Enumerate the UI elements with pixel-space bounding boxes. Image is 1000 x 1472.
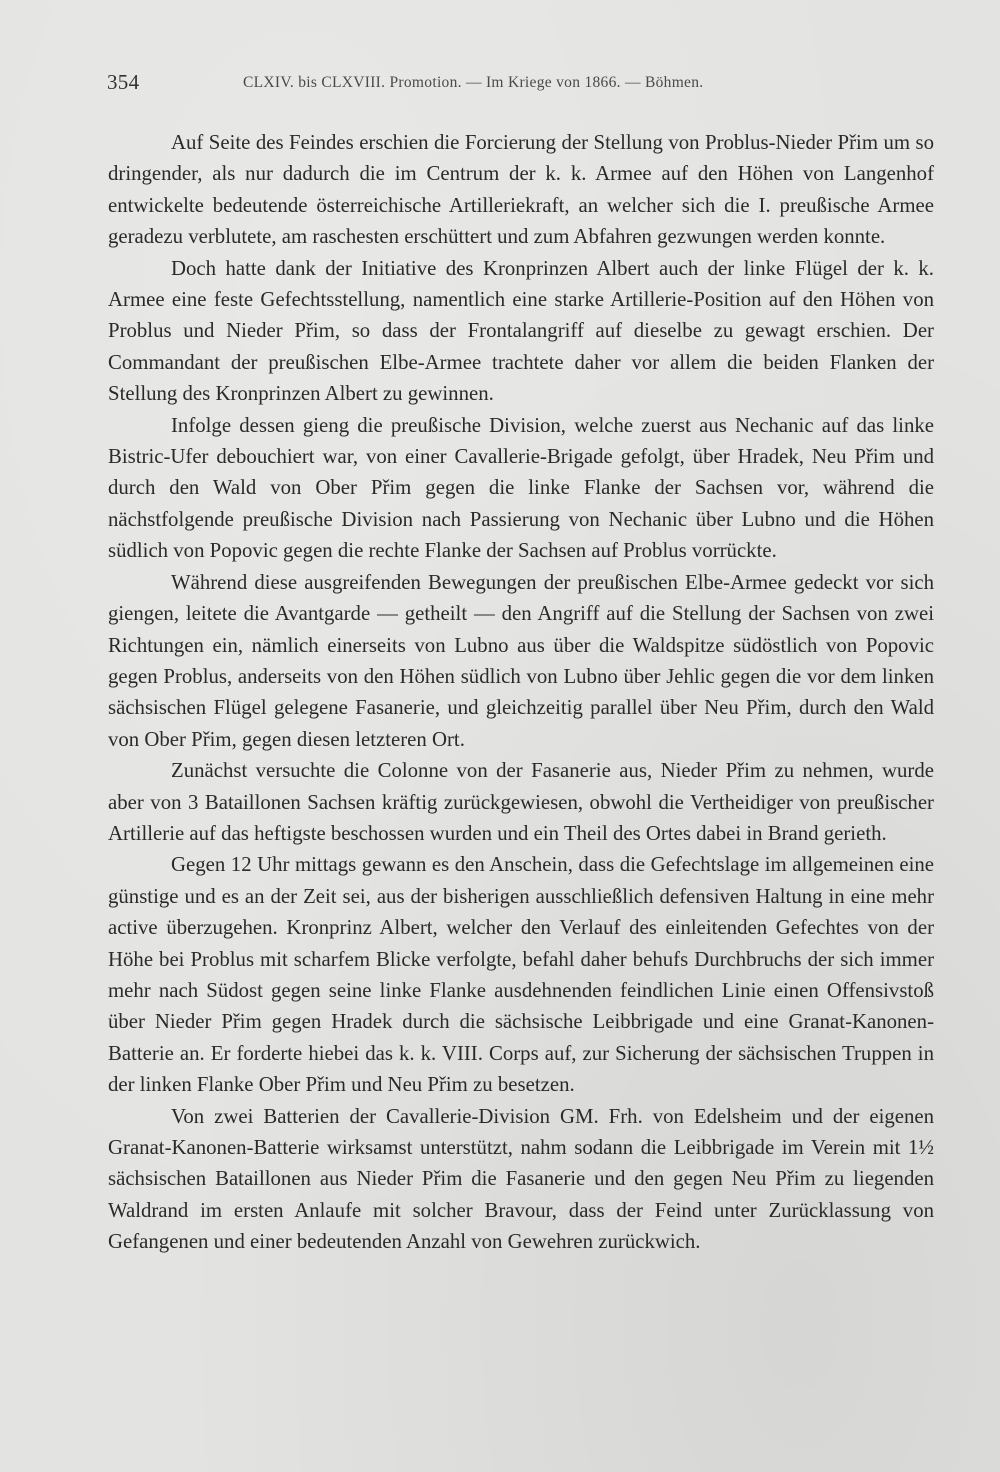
page-number: 354 xyxy=(107,70,140,94)
running-head: CLXIV. bis CLXVIII. Promotion. — Im Kriege von 1866. — Böhmen. xyxy=(243,74,704,91)
paragraph: Auf Seite des Feindes erschien die Forcierung der Stellung von Problus-Nieder Přim um so dringender, als nur dadurch die im Centrum der k. k. Armee auf den Höhen von Langenhof entwickelte bedeutende österreichische Artilleriekraft, an welcher sich die I. preußische Armee geradezu verblutete, am raschesten erschüttert und zum Abfahren gezwungen werden konnte. xyxy=(108,131,934,249)
paragraph: Während diese ausgreifenden Bewegungen der preußischen Elbe-Armee gedeckt vor sich giengen, leitete die Avantgarde — getheilt — den Angriff auf die Stellung der Sachsen von zwei Richtungen ein, nämlich einerseits von Lubno aus über die Waldspitze südöstlich von Popovic gegen Problus, anderseits von den Höhen südlich von Lubno über Jehlic gegen die vor dem linken sächsischen Flügel gelegene Fasanerie, und gleichzeitig parallel über Neu Přim, durch den Wald von Ober Přim, gegen diesen letzteren Ort. xyxy=(108,570,934,751)
paragraph: Doch hatte dank der Initiative des Kronprinzen Albert auch der linke Flügel der k. k. Armee eine feste Gefechtsstellung, namentlich eine starke Artillerie-Position auf den Höhen von Problus und Nieder Přim, so dass der Frontalangriff auf dieselbe zu gewagt erschien. Der Commandant der preußischen Elbe-Armee trachtete daher vor allem die beiden Flanken der Stellung des Kronprinzen Albert zu gewinnen. xyxy=(108,256,934,406)
paragraph: Von zwei Batterien der Cavallerie-Division GM. Frh. von Edelsheim und der eigenen Granat-Kanonen-Batterie wirksamst unterstützt, nahm sodann die Leibbrigade im Verein mit 1½ sächsischen Bataillonen aus Nieder Přim die Fasanerie und den gegen Neu Přim zu liegenden Waldrand im ersten Anlaufe mit solcher Bravour, dass der Feind unter Zurücklassung von Gefangenen und einer bedeutenden Anzahl von Gewehren zurückwich. xyxy=(108,1104,934,1254)
paragraph: Infolge dessen gieng die preußische Division, welche zuerst aus Nechanic auf das linke Bistric-Ufer debouchiert war, von einer Cavallerie-Brigade gefolgt, über Hradek, Neu Přim und durch den Wald von Ober Přim gegen die linke Flanke der Sachsen vor, während die nächstfolgende preußische Division nach Passierung von Nechanic über Lubno und die Höhen südlich von Popovic gegen die rechte Flanke der Sachsen auf Problus vorrückte. xyxy=(108,413,934,563)
paragraph: Gegen 12 Uhr mittags gewann es den Anschein, dass die Gefechtslage im allgemeinen eine günstige und es an der Zeit sei, aus der bisherigen ausschließlich defensiven Haltung in eine mehr active überzugehen. Kronprinz Albert, welcher den Verlauf des einleitenden Gefechtes von der Höhe bei Problus mit scharfem Blicke verfolgte, befahl daher behufs Durchbruchs der sich immer mehr nach Südost gegen seine linke Flanke ausdehnenden feindlichen Linie einen Offensivstoß über Nieder Přim gegen Hradek durch die sächsische Leibbrigade und eine Granat-Kanonen-Batterie an. Er forderte hiebei das k. k. VIII. Corps auf, zur Sicherung der sächsischen Truppen in der linken Flanke Ober Přim und Neu Přim zu besetzen. xyxy=(108,853,934,1097)
page-header xyxy=(107,70,927,100)
body-text xyxy=(108,127,934,1258)
paragraph: Zunächst versuchte die Colonne von der Fasanerie aus, Nieder Přim zu nehmen, wurde aber von 3 Bataillonen Sachsen kräftig zurückgewiesen, obwohl die Vertheidiger von preußischer Artillerie auf das heftigste beschossen wurden und ein Theil des Ortes dabei in Brand gerieth. xyxy=(108,759,934,845)
